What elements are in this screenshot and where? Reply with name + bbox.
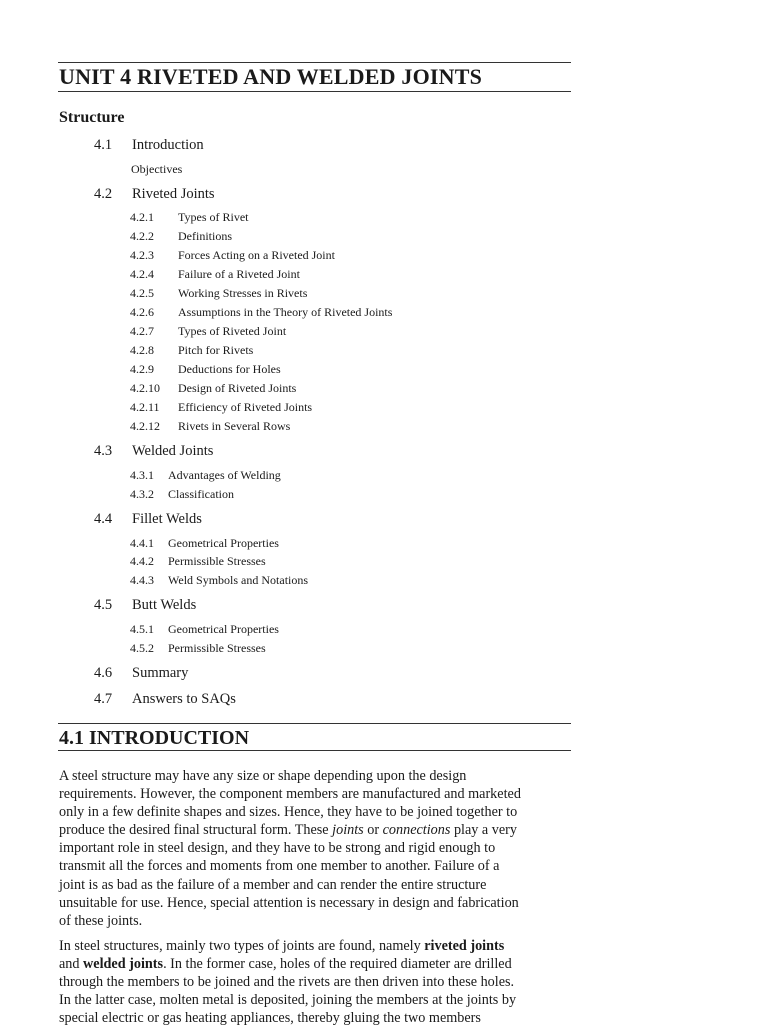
text-line: unsuitable for use. Hence, special attention is necessary in design and fabrication [59,894,519,911]
toc-label: Introduction [132,137,204,153]
text-line: A steel structure may have any size or shape depending upon the design [59,768,467,784]
toc-sublabel: Definitions [178,229,232,243]
toc-subnumber: 4.2.7 [130,324,154,338]
toc-subnumber: 4.2.8 [130,343,154,357]
toc-label: Fillet Welds [132,511,202,527]
text-line: special electric or gas heating appliances, thereby gluing the two members [59,1010,481,1027]
toc-number: 4.1 [94,137,113,153]
toc-sublabel: Types of Rivet [178,210,249,224]
bold-welded-joints: welded joints [83,956,164,973]
section-bottom-rule [58,750,571,751]
toc-number: 4.6 [94,665,113,681]
emphasis-joints: joints [332,822,364,839]
text-run: produce the desired final structural form. These [59,822,333,839]
intro-paragraph-2 [59,937,571,1027]
toc-sublabel: Types of Riveted Joint [178,324,287,338]
toc-subnumber: 4.2.5 [130,286,154,300]
text-line: transmit all the forces and moments from one member to another. Failure of a [59,858,500,875]
toc-subnumber: 4.2.2 [130,229,154,243]
text-line: joint is as bad as the failure of a member and can render the entire structure [59,876,487,893]
toc-sublabel: Failure of a Riveted Joint [178,267,300,281]
section-top-rule [58,723,571,724]
toc-sublabel: Permissible Stresses [168,554,266,568]
text-line: requirements. However, the component members are manufactured and marketed [59,786,521,803]
toc-number: 4.4 [94,511,113,527]
toc-sublabel: Advantages of Welding [168,468,281,482]
toc-subnumber: 4.2.9 [130,362,154,376]
toc-sublabel: Design of Riveted Joints [178,381,297,395]
toc-label: Welded Joints [132,443,214,459]
toc-subnumber: 4.2.12 [130,419,160,433]
bold-riveted-joints: riveted joints [424,938,505,954]
section-heading-introduction: 4.1 INTRODUCTION [59,727,250,749]
toc-sublabel: Rivets in Several Rows [178,419,291,433]
toc-label: Riveted Joints [132,186,215,202]
text-line [59,937,571,955]
title-underline [58,91,571,92]
text-run: In steel structures, mainly two types of joints are found, namely [59,938,425,954]
toc-sublabel: Classification [168,487,234,501]
toc-subnumber: 4.2.10 [130,381,160,395]
text-run: and [59,956,84,973]
text-line: In the latter case, molten metal is deposited, joining the members at the joints by [59,992,517,1009]
toc-sublabel: Assumptions in the Theory of Riveted Joints [178,305,393,319]
toc-sublabel: Deductions for Holes [178,362,281,376]
toc-subnumber: 4.2.11 [130,400,160,414]
toc-subnumber: 4.5.2 [130,641,154,655]
toc-number: 4.2 [94,186,113,202]
toc-subnumber: 4.2.3 [130,248,154,262]
text-line: through the members to be joined and the rivets are then driven into these holes. [59,974,515,991]
toc-number: 4.7 [94,691,113,707]
toc-sublabel: Efficiency of Riveted Joints [178,400,313,414]
toc-subnumber: 4.4.3 [130,573,154,587]
unit-title: UNIT 4 RIVETED AND WELDED JOINTS [59,64,483,89]
toc-sublabel: Forces Acting on a Riveted Joint [178,248,335,262]
toc-label: Summary [132,665,189,681]
text-line: of these joints. [59,912,143,929]
toc-sublabel: Pitch for Rivets [178,343,254,357]
text-run: or [363,822,383,839]
toc-sublabel: Geometrical Properties [168,622,279,636]
toc-subnumber: 4.3.1 [130,468,154,482]
toc-subnumber: 4.4.1 [130,536,154,550]
text-line [59,955,571,973]
text-line [59,821,571,839]
emphasis-connections: connections [382,822,451,839]
toc-label: Answers to SAQs [132,691,236,707]
text-line: important role in steel design, and they have to be strong and rigid enough to [59,840,496,857]
structure-heading: Structure [59,109,125,126]
text-run: play a very [450,822,517,839]
toc-subnumber: 4.2.4 [130,267,154,281]
toc-subnumber: 4.3.2 [130,487,154,501]
toc-subnumber: 4.5.1 [130,622,154,636]
intro-paragraph-1 [59,767,571,930]
text-run: . In the former case, holes of the required diameter are drilled [163,956,512,973]
toc-subnumber: 4.2.1 [130,210,154,224]
toc-label: Butt Welds [132,597,197,613]
toc-sublabel: Weld Symbols and Notations [168,573,309,587]
text-line: only in a few definite shapes and sizes. Hence, they have to be joined together to [59,804,518,821]
toc-sublabel: Permissible Stresses [168,641,266,655]
toc-subnumber: 4.4.2 [130,554,154,568]
toc-number: 4.5 [94,597,113,613]
toc-sublabel: Working Stresses in Rivets [178,286,308,300]
top-rule [58,62,571,63]
toc-number: 4.3 [94,443,113,459]
toc-entry-objectives: Objectives [131,162,183,176]
toc-sublabel: Geometrical Properties [168,536,279,550]
toc-subnumber: 4.2.6 [130,305,154,319]
